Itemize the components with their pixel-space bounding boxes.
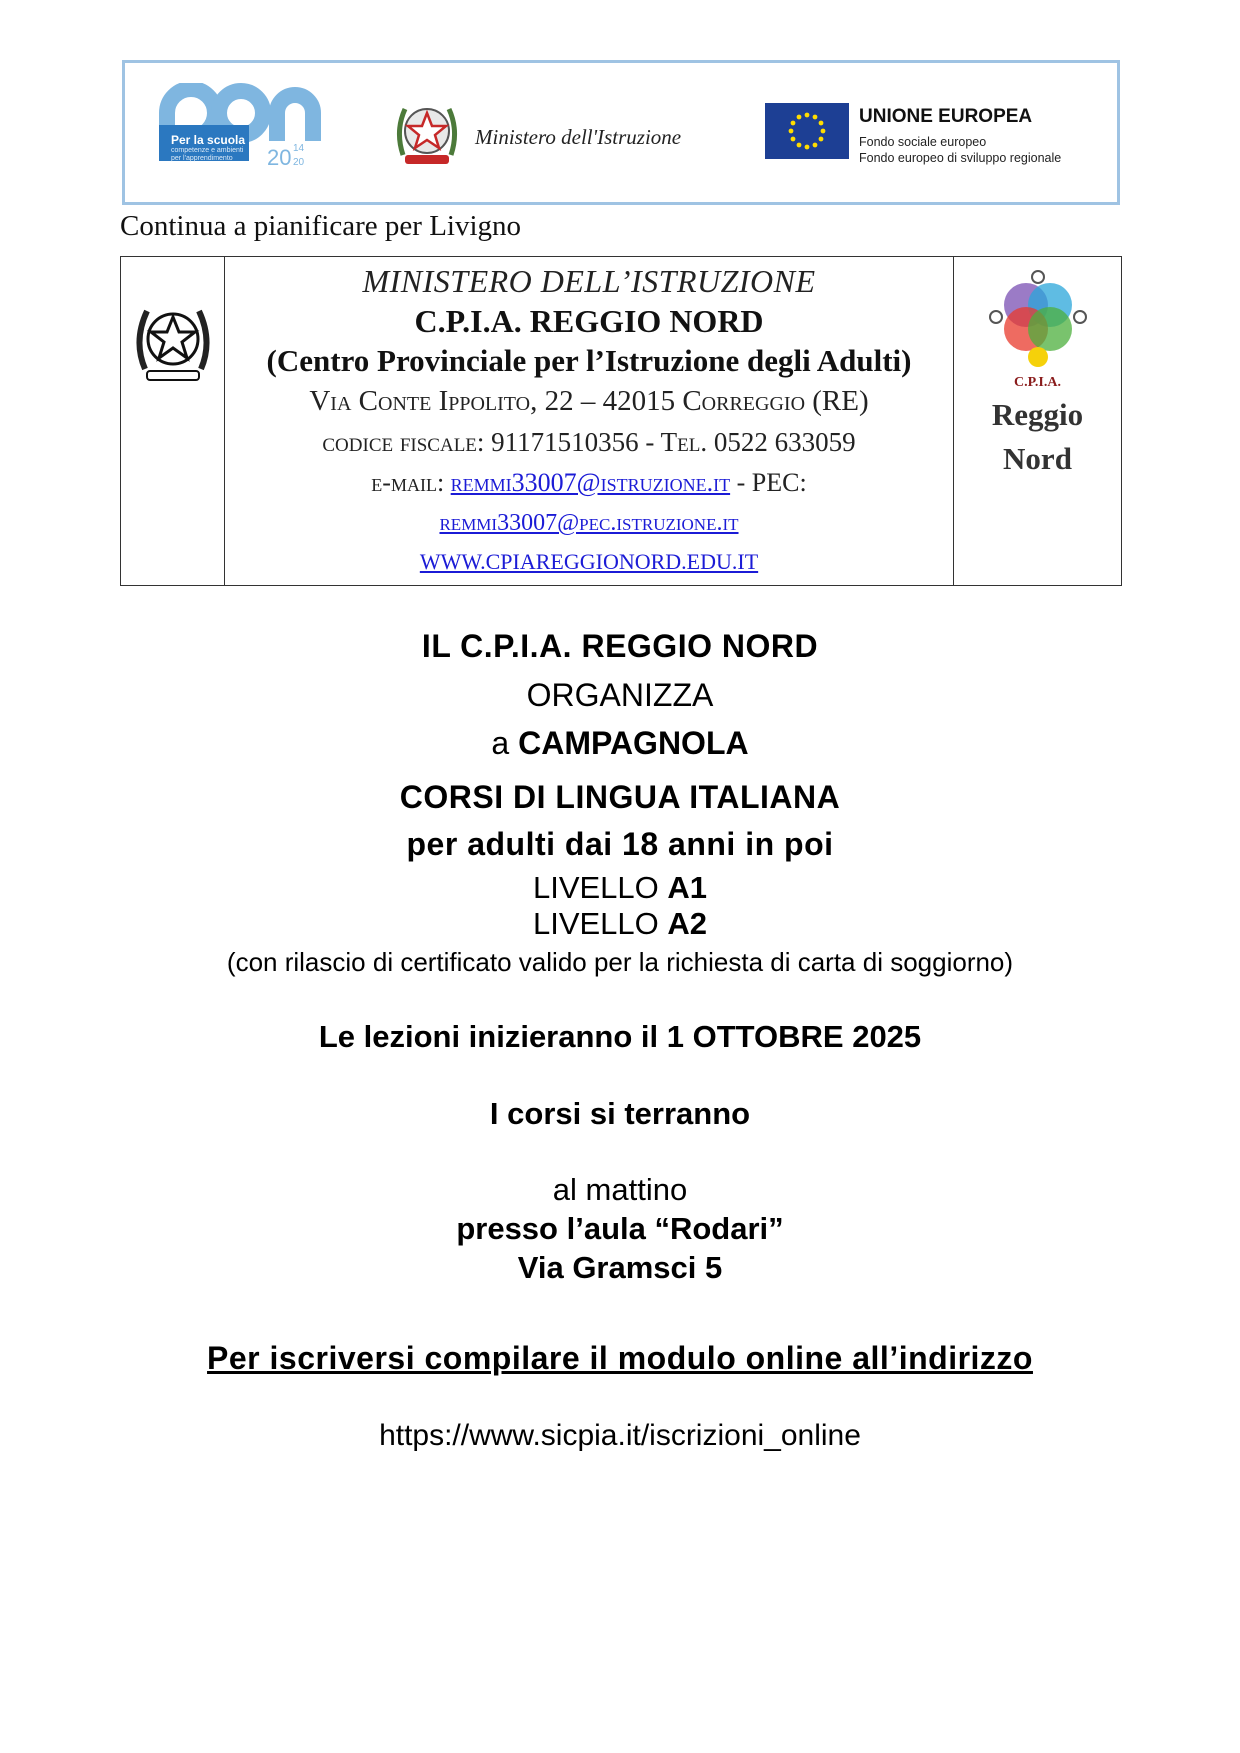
pon-subtitle: Per la scuola (171, 133, 246, 147)
letterhead-school-full-name: (Centro Provinciale per l’Istruzione degli Adulti) (266, 343, 912, 378)
republic-emblem-icon (133, 297, 213, 387)
letterhead-logo-cell (953, 257, 1121, 585)
eu-fund-regional: Fondo europeo di sviluppo regionale (859, 151, 1062, 165)
pon-year: 20 14 20 (267, 143, 305, 170)
notice-address: Via Gramsci 5 (517, 1250, 723, 1285)
signup-url[interactable]: https://www.sicpia.it/iscrizioni_online (379, 1419, 861, 1452)
cpia-logo-icon (976, 265, 1100, 375)
notice-location: presso l’aula “Rodari” (456, 1211, 784, 1246)
eu-flag-icon (765, 103, 849, 159)
notice-start-date: Le lezioni inizieranno il 1 OTTOBRE 2025 (318, 1019, 922, 1054)
website-link[interactable]: WWW.CPIAREGGIONORD.EDU.IT (419, 549, 759, 574)
notice-organizza: ORGANIZZA (526, 677, 714, 713)
level-code: A1 (667, 870, 708, 905)
notice-certificate-note: (con rilascio di certificato valido per la richiesta di carta di soggiorno) (226, 947, 1014, 977)
cpia-logo-abbrev: C.P.I.A. (1014, 375, 1061, 390)
pon-logo (157, 83, 327, 188)
cpia-logo-name-1: Reggio (991, 397, 1084, 432)
notice-held: I corsi si terranno (489, 1096, 751, 1131)
notice-level-a1 (0, 870, 1240, 906)
letterhead-address: Via Conte Ippolito, 22 – 42015 Correggio (RE) (309, 385, 869, 417)
cpia-logo-name-2: Nord (1003, 441, 1072, 476)
notice-heading: IL C.P.I.A. REGGIO NORD (421, 628, 819, 664)
level-code: A2 (667, 906, 708, 941)
pon-tagline: competenze e ambienti per l'apprendimento (171, 147, 244, 162)
ministry-name: Ministero dell'Istruzione (475, 125, 682, 149)
top-note: Continua a pianificare per Livigno (120, 210, 522, 242)
eu-fund-social: Fondo sociale europeo (859, 135, 987, 149)
pec-link[interactable]: remmi33007@pec.istruzione.it (439, 510, 739, 536)
letterhead-ministry: MINISTERO DELL’ISTRUZIONE (362, 263, 816, 299)
place-prefix: a (491, 725, 519, 761)
italian-republic-emblem-icon (393, 95, 461, 169)
eu-title: UNIONE EUROPEA (859, 106, 1033, 127)
letterhead-email-line (225, 468, 953, 498)
letterhead-tax-phone: codice fiscale: 91171510356 - Tel. 0522 633059 (322, 427, 856, 457)
notice-audience: per adulti dai 18 anni in poi (406, 826, 834, 862)
level-label: LIVELLO (532, 870, 668, 905)
letterhead-text (225, 257, 953, 585)
notice-course: CORSI DI LINGUA ITALIANA (399, 779, 841, 815)
email-label: e-mail: (371, 468, 451, 497)
notice-time: al mattino (552, 1172, 688, 1207)
notice-place-line (0, 725, 1240, 762)
notice-signup: Per iscriversi compilare il modulo online all’indirizzo (207, 1340, 1033, 1376)
notice-level-a2 (0, 906, 1240, 942)
letterhead-pec-line (225, 510, 953, 537)
pec-label: - PEC: (730, 468, 807, 497)
funding-banner (122, 60, 1120, 205)
place-name: CAMPAGNOLA (518, 725, 749, 761)
letterhead-emblem-cell (121, 257, 225, 585)
letterhead-website-line (225, 549, 953, 575)
level-label: LIVELLO (532, 906, 668, 941)
letterhead-school-name: C.P.I.A. REGGIO NORD (414, 303, 764, 339)
email-link[interactable]: remmi33007@istruzione.it (450, 468, 731, 497)
letterhead-table (120, 256, 1122, 586)
